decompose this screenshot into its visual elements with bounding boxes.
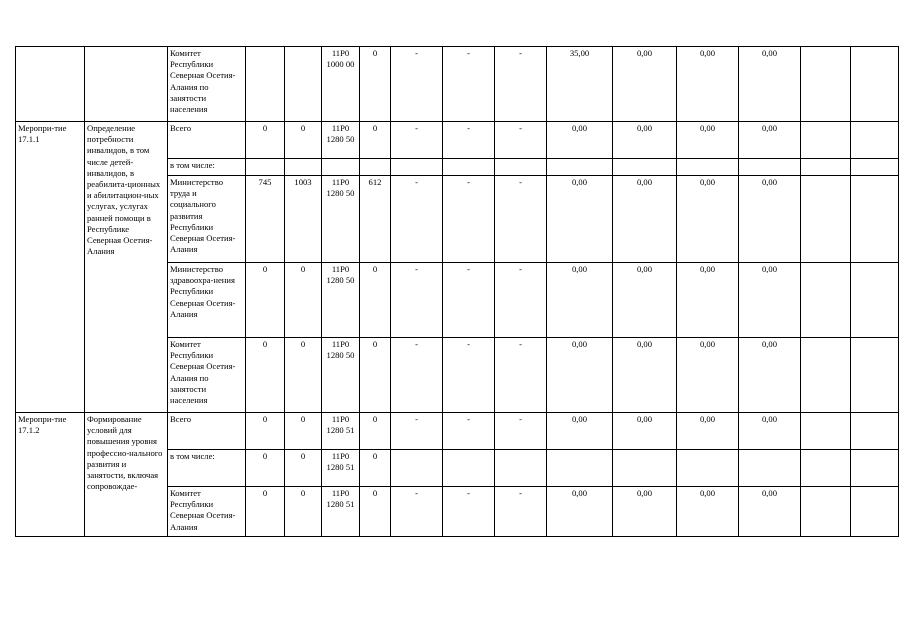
row-value4	[739, 450, 801, 487]
row-value1: 0,00	[547, 413, 613, 450]
row-code: 11Р0 1280 50	[322, 176, 360, 263]
row-value4: 0,00	[739, 47, 801, 122]
row-col6	[443, 159, 495, 176]
row-col2: 0	[285, 263, 322, 338]
row-col4: 0	[360, 47, 391, 122]
row-org: Всего	[168, 122, 246, 159]
row-value2: 0,00	[613, 122, 677, 159]
table-cell	[801, 487, 851, 537]
row-col4: 612	[360, 176, 391, 263]
table-cell	[801, 263, 851, 338]
row-value4	[739, 159, 801, 176]
row-col5: -	[391, 176, 443, 263]
table-cell	[801, 450, 851, 487]
row-code: 11Р0 1280 50	[322, 338, 360, 413]
table-cell	[16, 47, 85, 122]
row-col4: 0	[360, 122, 391, 159]
table-row	[16, 413, 899, 450]
row-col1: 0	[246, 338, 285, 413]
row-col4: 0	[360, 338, 391, 413]
row-value1	[547, 450, 613, 487]
row-col2	[285, 47, 322, 122]
row-col7: -	[495, 338, 547, 413]
table-row	[16, 122, 899, 159]
row-col1: 0	[246, 413, 285, 450]
row-org: Комитет Республики Северная Осетия-Алания	[168, 487, 246, 537]
row-col1: 0	[246, 263, 285, 338]
row-col1	[246, 47, 285, 122]
row-value3: 0,00	[677, 176, 739, 263]
row-col2: 0	[285, 338, 322, 413]
row-col6: -	[443, 263, 495, 338]
table-cell	[85, 47, 168, 122]
row-col1: 0	[246, 487, 285, 537]
row-value4: 0,00	[739, 338, 801, 413]
row-col4: 0	[360, 487, 391, 537]
row-value3: 0,00	[677, 413, 739, 450]
row-col7: -	[495, 487, 547, 537]
row-col5: -	[391, 338, 443, 413]
row-value1: 35,00	[547, 47, 613, 122]
table-cell	[851, 338, 899, 413]
row-col5: -	[391, 47, 443, 122]
table-row	[16, 47, 899, 122]
row-col2: 1003	[285, 176, 322, 263]
table-cell	[851, 47, 899, 122]
group-title: Формирование условий для повышения уровня професcио-нального развития и занятости, включая сопровождае-	[85, 413, 168, 537]
row-org: Комитет Республики Северная Осетия-Алания по занятости населения	[168, 47, 246, 122]
row-col4: 0	[360, 263, 391, 338]
row-col7: -	[495, 413, 547, 450]
table-cell	[851, 176, 899, 263]
row-col6: -	[443, 176, 495, 263]
row-value4: 0,00	[739, 263, 801, 338]
row-col4	[360, 159, 391, 176]
row-org: в том числе:	[168, 450, 246, 487]
group-title: Определение потребности инвалидов, в том числе детей-инвалидов, в реабилита-ционных и абилитацион-ных услугах, услугах ранней помощи в Республике Северная Осетия-Алания	[85, 122, 168, 413]
row-org: Министерство здравоохра-нения Республики Северная Осетия-Алания	[168, 263, 246, 338]
table-cell	[851, 263, 899, 338]
row-col7: -	[495, 122, 547, 159]
row-col6: -	[443, 338, 495, 413]
row-value3	[677, 159, 739, 176]
row-col5: -	[391, 122, 443, 159]
row-value2: 0,00	[613, 263, 677, 338]
row-col6: -	[443, 487, 495, 537]
table-cell	[801, 47, 851, 122]
table-cell	[851, 159, 899, 176]
row-code	[322, 159, 360, 176]
table-cell	[851, 122, 899, 159]
row-value2	[613, 159, 677, 176]
table-cell	[801, 159, 851, 176]
row-value4: 0,00	[739, 122, 801, 159]
table-cell	[851, 450, 899, 487]
row-value1	[547, 159, 613, 176]
row-col6: -	[443, 413, 495, 450]
row-col5: -	[391, 487, 443, 537]
row-value3: 0,00	[677, 338, 739, 413]
row-col2: 0	[285, 487, 322, 537]
row-value3	[677, 450, 739, 487]
row-value2: 0,00	[613, 338, 677, 413]
row-org: в том числе:	[168, 159, 246, 176]
row-value3: 0,00	[677, 263, 739, 338]
row-value1: 0,00	[547, 338, 613, 413]
row-col6: -	[443, 122, 495, 159]
row-code: 11Р0 1280 50	[322, 122, 360, 159]
row-col5	[391, 450, 443, 487]
table-cell	[851, 487, 899, 537]
row-code: 11Р0 1280 50	[322, 263, 360, 338]
row-value3: 0,00	[677, 487, 739, 537]
row-col1	[246, 159, 285, 176]
row-value1: 0,00	[547, 263, 613, 338]
row-value2: 0,00	[613, 413, 677, 450]
row-value3: 0,00	[677, 122, 739, 159]
row-value2	[613, 450, 677, 487]
budget-table	[15, 46, 899, 537]
row-value4: 0,00	[739, 176, 801, 263]
row-code: 11Р0 1280 51	[322, 487, 360, 537]
row-col2: 0	[285, 122, 322, 159]
row-value3: 0,00	[677, 47, 739, 122]
row-value4: 0,00	[739, 487, 801, 537]
row-col5: -	[391, 263, 443, 338]
row-col2: 0	[285, 413, 322, 450]
row-col2	[285, 159, 322, 176]
table-cell	[851, 413, 899, 450]
row-col2: 0	[285, 450, 322, 487]
row-value4: 0,00	[739, 413, 801, 450]
row-col5	[391, 159, 443, 176]
row-value2: 0,00	[613, 487, 677, 537]
row-col6: -	[443, 47, 495, 122]
row-col7	[495, 159, 547, 176]
row-org: Комитет Республики Северная Осетия-Алания по занятости населения	[168, 338, 246, 413]
group-label: Меропри-тие 17.1.1	[16, 122, 85, 413]
table-cell	[801, 122, 851, 159]
row-code: 11Р0 1000 00	[322, 47, 360, 122]
row-value2: 0,00	[613, 176, 677, 263]
table-cell	[801, 413, 851, 450]
row-col5: -	[391, 413, 443, 450]
table-cell	[801, 338, 851, 413]
row-value1: 0,00	[547, 176, 613, 263]
table-cell	[801, 176, 851, 263]
row-col6	[443, 450, 495, 487]
row-col1: 745	[246, 176, 285, 263]
row-value2: 0,00	[613, 47, 677, 122]
row-col7: -	[495, 47, 547, 122]
row-col1: 0	[246, 450, 285, 487]
row-code: 11Р0 1280 51	[322, 413, 360, 450]
row-value1: 0,00	[547, 122, 613, 159]
row-col7	[495, 450, 547, 487]
row-col1: 0	[246, 122, 285, 159]
row-org: Министерство труда и социального развития Республики Северная Осетия-Алания	[168, 176, 246, 263]
row-value1: 0,00	[547, 487, 613, 537]
row-col7: -	[495, 176, 547, 263]
row-org: Всего	[168, 413, 246, 450]
row-code: 11Р0 1280 51	[322, 450, 360, 487]
row-col7: -	[495, 263, 547, 338]
row-col4: 0	[360, 413, 391, 450]
row-col4: 0	[360, 450, 391, 487]
group-label: Меропри-тие 17.1.2	[16, 413, 85, 537]
